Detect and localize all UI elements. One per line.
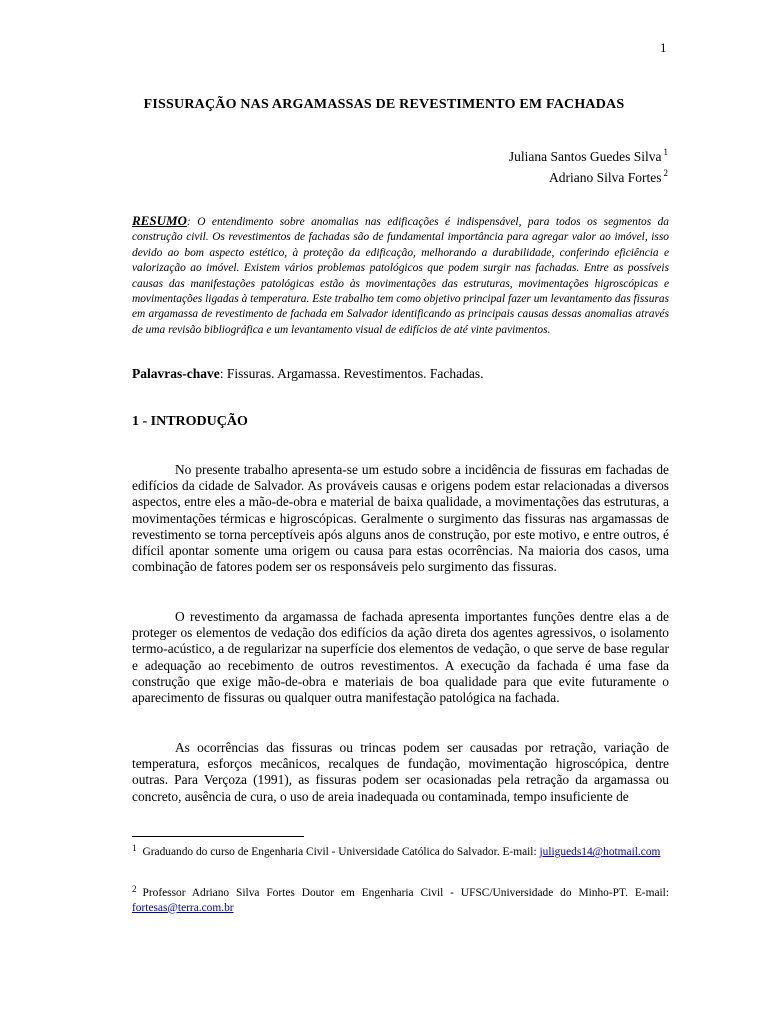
body-paragraph-1: No presente trabalho apresenta-se um estudo sobre a incidência de fissuras em fachadas de edifícios da cidade de Salvador. As prováveis causas e origens podem estar relacionadas a diversos aspectos, entre eles a mão-de-obra e material de baixa qualidade, a movimentações das estruturas, a movimentações térmicas e higroscópicas. Geralmente o surgimento das fissuras nas argamassas de revestimento se torna perceptíveis após alguns anos de construção, por este motivo, e entre outros, é difícil apontar somente uma origem ou causa para estas ocorrências. Na maioria dos casos, uma combinação de fatores podem ser os responsáveis pelo surgimento das fissuras. [132,462,669,575]
author-1 [509,144,668,165]
footnote-1 [132,841,669,860]
email-link[interactable]: juligueds14@hotmail.com [539,846,661,858]
footnote-text: Professor Adriano Silva Fortes Doutor em Engenharia Civil - UFSC/Universidade do Minho-PT. E-mail: [142,887,669,899]
footnote-text: Graduando do curso de Engenharia Civil - Universidade Católica do Salvador. E-mail: [142,846,540,858]
section-title: 1 - INTRODUÇÃO [132,414,248,429]
footnote-mark: 2 [132,884,137,894]
author-name: Adriano Silva Fortes [549,170,662,185]
email-link[interactable]: fortesas@terra.com.br [132,901,234,914]
body-paragraph-3: As ocorrências das fissuras ou trincas podem ser causadas por retração, variação de temperatura, esforços mecânicos, recalques de fundação, movimentação higroscópica, dentre outras. Para Verçoza (1991), as fissuras podem ser ocasionadas pela retração da argamassa ou concreto, ausência de cura, o uso de areia inadequada ou contaminada, tempo insuficiente de [132,740,669,804]
paper-title: FISSURAÇÃO NAS ARGAMASSAS DE REVESTIMENTO EM FACHADAS [143,97,625,112]
keywords-text: : Fissuras. Argamassa. Revestimentos. Fachadas. [219,366,484,381]
abstract-label: RESUMO [132,213,187,228]
body-paragraph-2: O revestimento da argamassa de fachada apresenta importantes funções dentre elas a de proteger os elementos de vedação dos edifícios da ação direta dos agentes agressivos, o isolamento termo-acústico, a de regularizar na superfície dos elementos de vedação, o que serve de base regular e adequação ao recebimento de outros revestimentos. A execução da fachada é uma fase da construção que exige mão-de-obra e materiais de boa qualidade para que evite futuramente o aparecimento de fissuras ou qualquer outra manifestação patológica na fachada. [132,609,669,706]
abstract [132,213,669,338]
author-footnote-mark: 1 [663,147,668,157]
author-list [509,144,668,186]
author-2 [509,165,668,186]
footnote-2 [132,882,669,915]
keywords [132,366,483,382]
keywords-label: Palavras-chave [132,366,220,381]
author-name: Juliana Santos Guedes Silva [508,149,662,164]
footnote-mark: 1 [132,843,137,853]
abstract-text: : O entendimento sobre anomalias nas edificações é indispensável, para todos os segmentos da construção civil. Os revestimentos de fachadas são de fundamental importância para agregar valor ao imóvel, isso devido ao bom aspecto estético, à proteção da edificação, melhorando a durabilidade, conferindo eficiência e valorização ao imóvel. Existem vários problemas patológicos que podem surgir nas fachadas. Entre as possíveis causas das manifestações patológicas estão às movimentações das estruturas, movimentações higroscópicas e movimentações ligadas à temperatura. Este trabalho tem como objetivo principal fazer um levantamento das fissuras em argamassa de revestimento de fachada em Salvador identificando as principais causas dessas anomalias através de uma revisão bibliográfica e um levantamento visual de edifícios de até vinte pavimentos. [132,216,669,336]
author-footnote-mark: 2 [663,168,668,178]
page-number: 1 [660,40,667,55]
footnote-separator [132,836,304,837]
